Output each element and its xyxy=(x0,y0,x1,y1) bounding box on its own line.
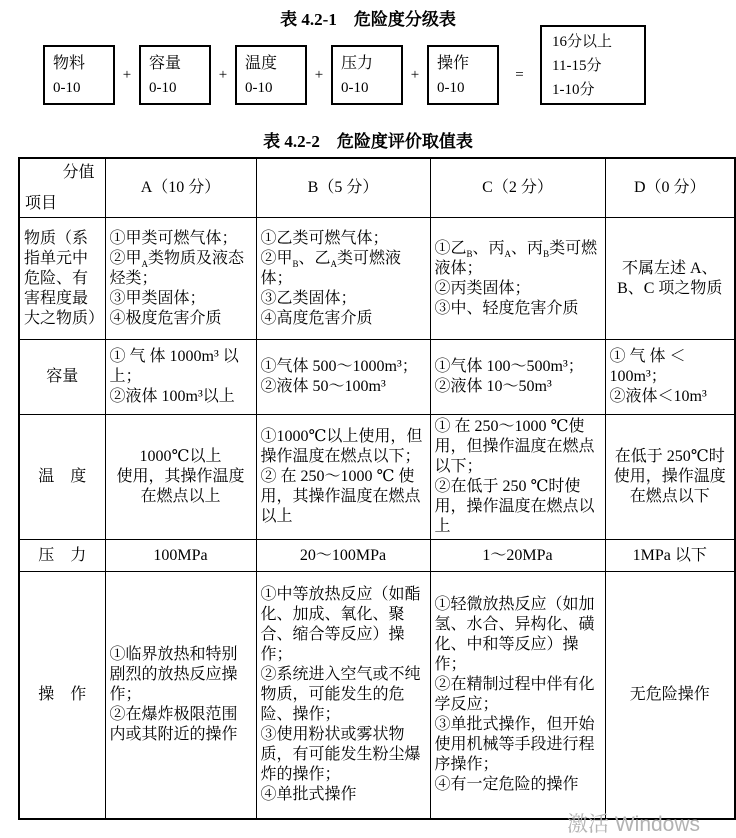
risk-score-formula xyxy=(43,25,736,105)
table-cell xyxy=(256,572,430,819)
table-cell xyxy=(430,218,605,340)
column-header-d: D（0 分） xyxy=(605,158,735,218)
table-cell xyxy=(105,340,256,415)
formula-box-capacity xyxy=(139,45,211,105)
formula-box-label: 温度 xyxy=(245,55,278,72)
row-label: 压 力 xyxy=(19,540,105,572)
table-cell xyxy=(256,540,430,572)
table-cell xyxy=(105,572,256,819)
formula-box-range: 0-10 xyxy=(245,80,273,96)
table-header-row xyxy=(19,158,735,218)
table-cell xyxy=(605,572,735,819)
row-label: 物质（系指单元中危险、有害程度最大之物质） xyxy=(19,218,105,340)
formula-box-label: 容量 xyxy=(149,55,182,72)
column-header-c: C（2 分） xyxy=(430,158,605,218)
table-cell xyxy=(105,218,256,340)
cell-item: 1MPa 以下 xyxy=(632,546,707,564)
cell-item: ②液体 10～50m³ xyxy=(434,378,552,395)
cell-item: ②液体 100m³以上 xyxy=(109,388,235,405)
table-cell xyxy=(430,415,605,540)
score-result-box xyxy=(540,25,646,105)
cell-item: ①气体 500～1000m³； xyxy=(260,358,418,375)
row-label: 温 度 xyxy=(19,415,105,540)
table-cell xyxy=(105,540,256,572)
cell-item: ② 在 250～1000 ℃ 使用，其操作温度在燃点以上 xyxy=(260,468,421,525)
cell-item: ②系统进入空气或不纯物质，可能发生的危险、操作； xyxy=(260,665,421,723)
plus-sign: + xyxy=(314,66,324,83)
cell-item: ①轻微放热反应（如加氢、水合、异构化、磺化、中和等反应）操作； xyxy=(434,595,595,673)
formula-box-material xyxy=(43,45,115,105)
table-row xyxy=(19,340,735,415)
formula-box-operation xyxy=(427,45,499,105)
cell-item: ②液体 50～100m³ xyxy=(260,378,386,395)
cell-item: ④单批式操作 xyxy=(260,785,357,803)
cell-item: ①甲类可燃气体； xyxy=(109,229,238,247)
formula-box-range: 0-10 xyxy=(437,80,465,96)
table-cell xyxy=(605,340,735,415)
equals-sign: = xyxy=(515,66,524,83)
column-header-b: B（5 分） xyxy=(256,158,430,218)
cell-item: ① 气 体 ＜ 100m³； xyxy=(609,348,686,385)
plus-sign: + xyxy=(218,66,228,83)
score-band: 16分以上 xyxy=(552,34,613,50)
cell-item: 使用，其操作温度 xyxy=(116,468,245,485)
table-cell xyxy=(430,340,605,415)
cell-item: 1000℃以上 xyxy=(139,448,222,465)
cell-item: ①中等放热反应（如酯化、加成、氧化、聚合、缩合等反应）操作； xyxy=(260,585,421,663)
score-band: 1-10分 xyxy=(552,82,595,98)
table-cell xyxy=(605,415,735,540)
table-row xyxy=(19,572,735,819)
table-row xyxy=(19,415,735,540)
table-2-title: 表 4.2-2 危险度评价取值表 xyxy=(263,132,473,151)
cell-item: ① 在 250～1000 ℃使用，但操作温度在燃点以下； xyxy=(434,418,595,475)
cell-item: ③使用粉状或雾状物质，有可能发生粉尘爆炸的操作； xyxy=(260,725,421,783)
cell-item: 不属左述 A、B、C 项之物质 xyxy=(617,259,723,297)
table-row xyxy=(19,540,735,572)
cell-item: ①1000℃以上使用，但操作温度在燃点以下； xyxy=(260,428,423,465)
cell-item: ④有一定危险的操作 xyxy=(434,775,579,793)
cell-item: 在燃点以上 xyxy=(140,488,221,505)
table-cell xyxy=(105,415,256,540)
cell-item: 100MPa xyxy=(153,546,208,564)
cell-item: ②在低于 250 ℃时使用，操作温度在燃点以上 xyxy=(434,478,595,535)
table-cell xyxy=(605,540,735,572)
table-cell xyxy=(430,540,605,572)
cell-item: ③中、轻度危害介质 xyxy=(434,299,579,317)
cell-item: ②甲$_B$、乙$_A$类可燃液体； xyxy=(260,249,402,287)
cell-item: ②在精制过程中伴有化学反应； xyxy=(434,675,595,713)
cell-item: ④极度危害介质 xyxy=(109,309,222,327)
table-cell xyxy=(256,415,430,540)
cell-item: ①气体 100～500m³； xyxy=(434,358,584,375)
formula-box-label: 物料 xyxy=(53,55,86,72)
cell-item: ③单批式操作，但开始使用机械等手段进行程序操作； xyxy=(434,715,595,773)
formula-box-label: 操作 xyxy=(437,55,470,72)
plus-sign: + xyxy=(410,66,420,83)
row-label: 容量 xyxy=(19,340,105,415)
table-cell xyxy=(256,218,430,340)
formula-box-label: 压力 xyxy=(341,55,374,72)
cell-item: ①临界放热和特别剧烈的放热反应操作； xyxy=(109,645,238,703)
table-cell xyxy=(256,340,430,415)
formula-box-range: 0-10 xyxy=(341,80,369,96)
cell-item: 1～20MPa xyxy=(482,546,553,564)
table-row xyxy=(19,218,735,340)
cell-item: ④高度危害介质 xyxy=(260,309,373,327)
cell-item: ③乙类固体； xyxy=(260,289,357,307)
formula-box-temperature xyxy=(235,45,307,105)
cell-item: ②液体＜10m³ xyxy=(609,388,707,405)
cell-item: ②甲$_A$类物质及液态烃类； xyxy=(109,249,245,287)
table-cell xyxy=(430,572,605,819)
activate-windows-watermark: 激活 Windows xyxy=(567,813,701,836)
table-1-title: 表 4.2-1 危险度分级表 xyxy=(280,10,456,29)
cell-item: ②丙类固体； xyxy=(434,279,531,297)
cell-item: ①乙$_B$、丙$_A$、丙$_B$类可燃液体； xyxy=(434,239,598,277)
cell-item: 在低于 250℃时使用，操作温度在燃点以下 xyxy=(613,448,726,505)
score-band: 11-15分 xyxy=(552,58,602,74)
cell-item: ①乙类可燃气体； xyxy=(260,229,389,247)
formula-box-range: 0-10 xyxy=(149,80,177,96)
cell-item: ③甲类固体； xyxy=(109,289,206,307)
table-cell xyxy=(605,218,735,340)
hazard-evaluation-table xyxy=(18,157,736,820)
row-label: 操 作 xyxy=(19,572,105,819)
formula-box-range: 0-10 xyxy=(53,80,81,96)
column-header-a: A（10 分） xyxy=(105,158,256,218)
plus-sign: + xyxy=(122,66,132,83)
corner-label-item: 项目 xyxy=(25,195,58,212)
cell-item: 20～100MPa xyxy=(299,546,387,564)
formula-box-pressure xyxy=(331,45,403,105)
corner-header-cell xyxy=(19,158,105,218)
corner-label-score: 分值 xyxy=(62,164,95,181)
cell-item: 无危险操作 xyxy=(629,685,710,703)
cell-item: ②在爆炸极限范围内或其附近的操作 xyxy=(109,705,238,743)
cell-item: ① 气 体 1000m³ 以上； xyxy=(109,348,239,385)
